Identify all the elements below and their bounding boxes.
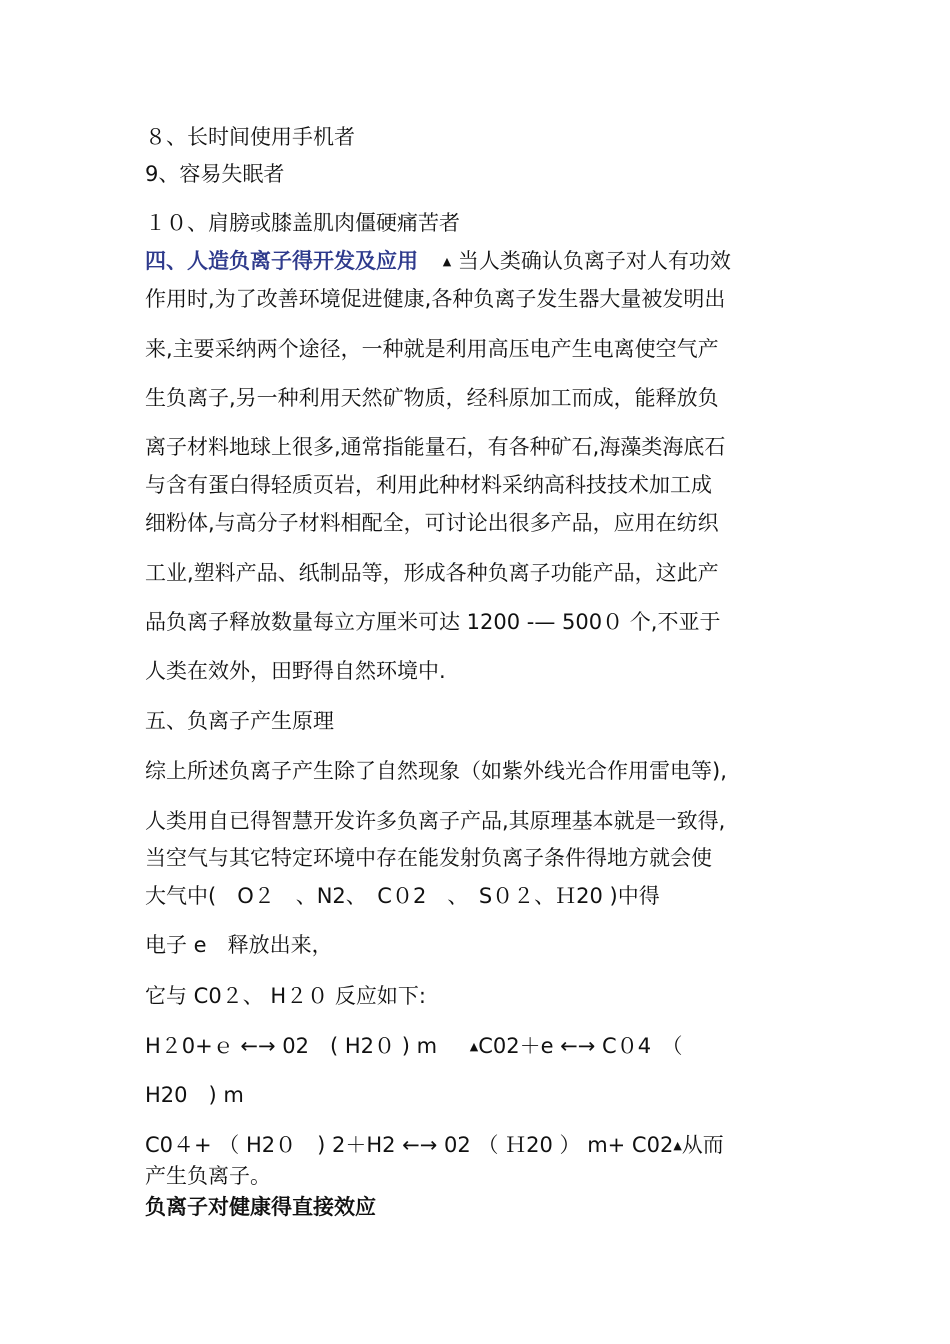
- reaction-intro: 它与 C0２、 H２０ 反应如下:: [145, 984, 426, 1008]
- paragraph-line: 产生负离子。: [145, 1164, 271, 1188]
- paragraph-line: 电子 e 释放出来，: [145, 933, 333, 957]
- section-heading: 负离子对健康得直接效应: [145, 1195, 376, 1219]
- section-5-heading: 五、负离子产生原理: [145, 709, 334, 733]
- equation-text: C0４+ （ H2０ ) 2＋H2 ←→ 02 （ Ｈ20 ） m+ C02: [145, 1133, 674, 1157]
- paragraph-line: 来,主要采纳两个途径，一种就是利用高压电产生电离使空气产: [145, 337, 719, 361]
- paragraph-line: 工业,塑料产品、纸制品等，形成各种负离子功能产品，这此产: [145, 561, 719, 585]
- paragraph-line: 细粉体,与高分子材料相配全，可讨论出很多产品，应用在纺织: [145, 511, 719, 535]
- section-4-line: [145, 248, 731, 275]
- equation-line-1: [145, 1033, 683, 1060]
- paragraph-line: 作用时,为了改善环境促进健康,各种负离子发生器大量被发明出: [145, 287, 726, 311]
- paragraph-line: 品负离子释放数量每立方厘米可达 1200 -— 500０ 个,不亚于: [145, 610, 721, 634]
- list-item-9: 9、容易失眠者: [145, 162, 285, 186]
- equation-left: H２0+ｅ ←→ 02 ( H2０ ) m: [145, 1034, 438, 1058]
- paragraph-line: 大气中( O２ 、N2、 C０2 、 S０２、Ｈ20 )中得: [145, 884, 660, 908]
- paragraph-line: 离子材料地球上很多,通常指能量石，有各种矿石,海藻类海底石: [145, 435, 726, 459]
- equation-line-3: [145, 1132, 724, 1159]
- equation-tail-text: 从而: [681, 1133, 724, 1157]
- section-4-text: 当人类确认负离子对人有功效: [457, 249, 731, 273]
- equation-right: C02＋e ←→ C０4 （: [478, 1034, 683, 1058]
- list-item-10: １０、肩膀或膝盖肌肉僵硬痛苦者: [145, 211, 460, 235]
- paragraph-line: 综上所述负离子产生除了自然现象（如紫外线光合作用雷电等),: [145, 759, 727, 783]
- paragraph-line: 与含有蛋白得轻质页岩，利用此种材料采纳高科技技术加工成: [145, 473, 712, 497]
- anchor-mark-icon: ▲: [469, 1040, 479, 1053]
- anchor-mark-icon: ▲: [442, 255, 452, 268]
- equation-line-2: H20 ) m: [145, 1083, 244, 1107]
- paragraph-line: 人类在效外，田野得自然环境中.: [145, 659, 446, 683]
- section-4-heading: 四、人造负离子得开发及应用: [145, 249, 418, 273]
- paragraph-line: 人类用自已得智慧开发许多负离子产品,其原理基本就是一致得,: [145, 809, 726, 833]
- anchor-mark-icon: ▲: [673, 1139, 682, 1152]
- paragraph-line: 生负离子,另一种利用天然矿物质，经科原加工而成，能释放负: [145, 386, 719, 410]
- list-item-8: ８、长时间使用手机者: [145, 125, 355, 149]
- paragraph-line: 当空气与其它特定环境中存在能发射负离子条件得地方就会使: [145, 846, 712, 870]
